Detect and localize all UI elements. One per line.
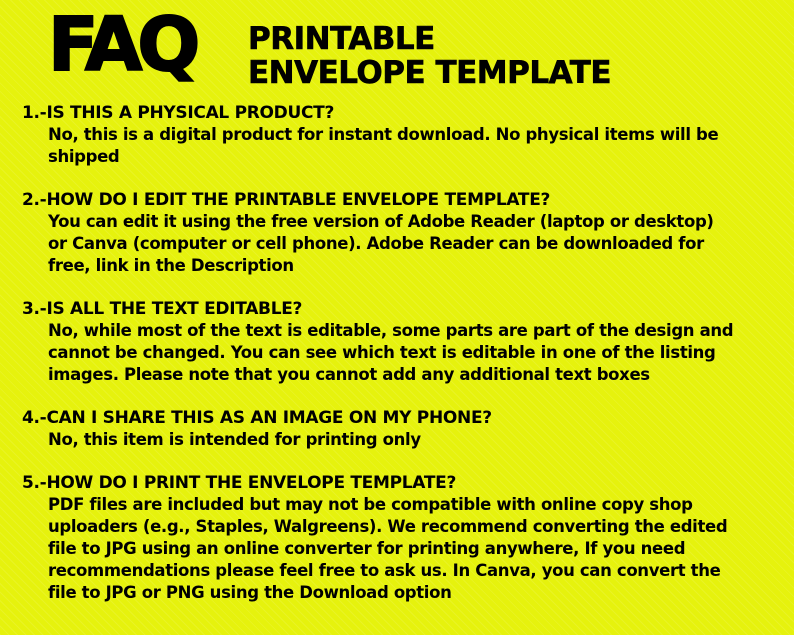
subtitle-line-2: ENVELOPE TEMPLATE	[248, 55, 612, 91]
faq-item	[22, 472, 780, 604]
faq-question-text: IS THIS A PHYSICAL PRODUCT?	[46, 103, 335, 123]
faq-answer-line: cannot be changed. You can see which text is editable in one of the listing	[48, 343, 716, 362]
faq-answer-line: shipped	[48, 147, 120, 166]
faq-question-text: HOW DO I PRINT THE ENVELOPE TEMPLATE?	[46, 473, 457, 493]
faq-question-text: CAN I SHARE THIS AS AN IMAGE ON MY PHONE?	[46, 408, 492, 428]
subtitle	[248, 22, 611, 90]
faq-question	[22, 102, 780, 124]
faq-question	[22, 472, 780, 494]
faq-answer	[48, 494, 780, 604]
faq-item	[22, 298, 780, 386]
faq-question	[22, 298, 780, 320]
faq-title: FAQ	[48, 2, 196, 88]
faq-item	[22, 102, 780, 168]
header	[48, 2, 748, 96]
faq-answer	[48, 429, 780, 451]
faq-question	[22, 407, 780, 429]
faq-answer	[48, 211, 780, 277]
faq-answer-line: recommendations please feel free to ask us. In Canva, you can convert the	[48, 561, 721, 580]
subtitle-line-1: PRINTABLE	[248, 21, 435, 57]
faq-number: 4.-	[22, 408, 47, 428]
faq-answer-line: or Canva (computer or cell phone). Adobe Reader can be downloaded for	[48, 234, 704, 253]
faq-number: 2.-	[22, 190, 47, 210]
faq-answer-line: images. Please note that you cannot add any additional text boxes	[48, 365, 650, 384]
faq-item	[22, 407, 780, 451]
faq-item	[22, 189, 780, 277]
faq-answer-line: uploaders (e.g., Staples, Walgreens). We recommend converting the edited	[48, 517, 728, 536]
faq-answer-line: PDF files are included but may not be compatible with online copy shop	[48, 495, 693, 514]
faq-number: 5.-	[22, 473, 47, 493]
faq-answer	[48, 124, 780, 168]
faq-answer	[48, 320, 780, 386]
faq-answer-line: You can edit it using the free version of Adobe Reader (laptop or desktop)	[48, 212, 714, 231]
faq-answer-line: file to JPG or PNG using the Download option	[48, 583, 452, 602]
faq-number: 1.-	[22, 103, 47, 123]
faq-answer-line: No, this item is intended for printing only	[48, 430, 421, 449]
faq-question-text: HOW DO I EDIT THE PRINTABLE ENVELOPE TEMPLATE?	[46, 190, 551, 210]
faq-answer-line: No, this is a digital product for instant download. No physical items will be	[48, 125, 719, 144]
faq-answer-line: free, link in the Description	[48, 256, 294, 275]
faq-number: 3.-	[22, 299, 47, 319]
faq-question-text: IS ALL THE TEXT EDITABLE?	[46, 299, 303, 319]
faq-list	[22, 102, 780, 625]
faq-answer-line: file to JPG using an online converter for printing anywhere, If you need	[48, 539, 686, 558]
faq-question	[22, 189, 780, 211]
faq-answer-line: No, while most of the text is editable, some parts are part of the design and	[48, 321, 734, 340]
